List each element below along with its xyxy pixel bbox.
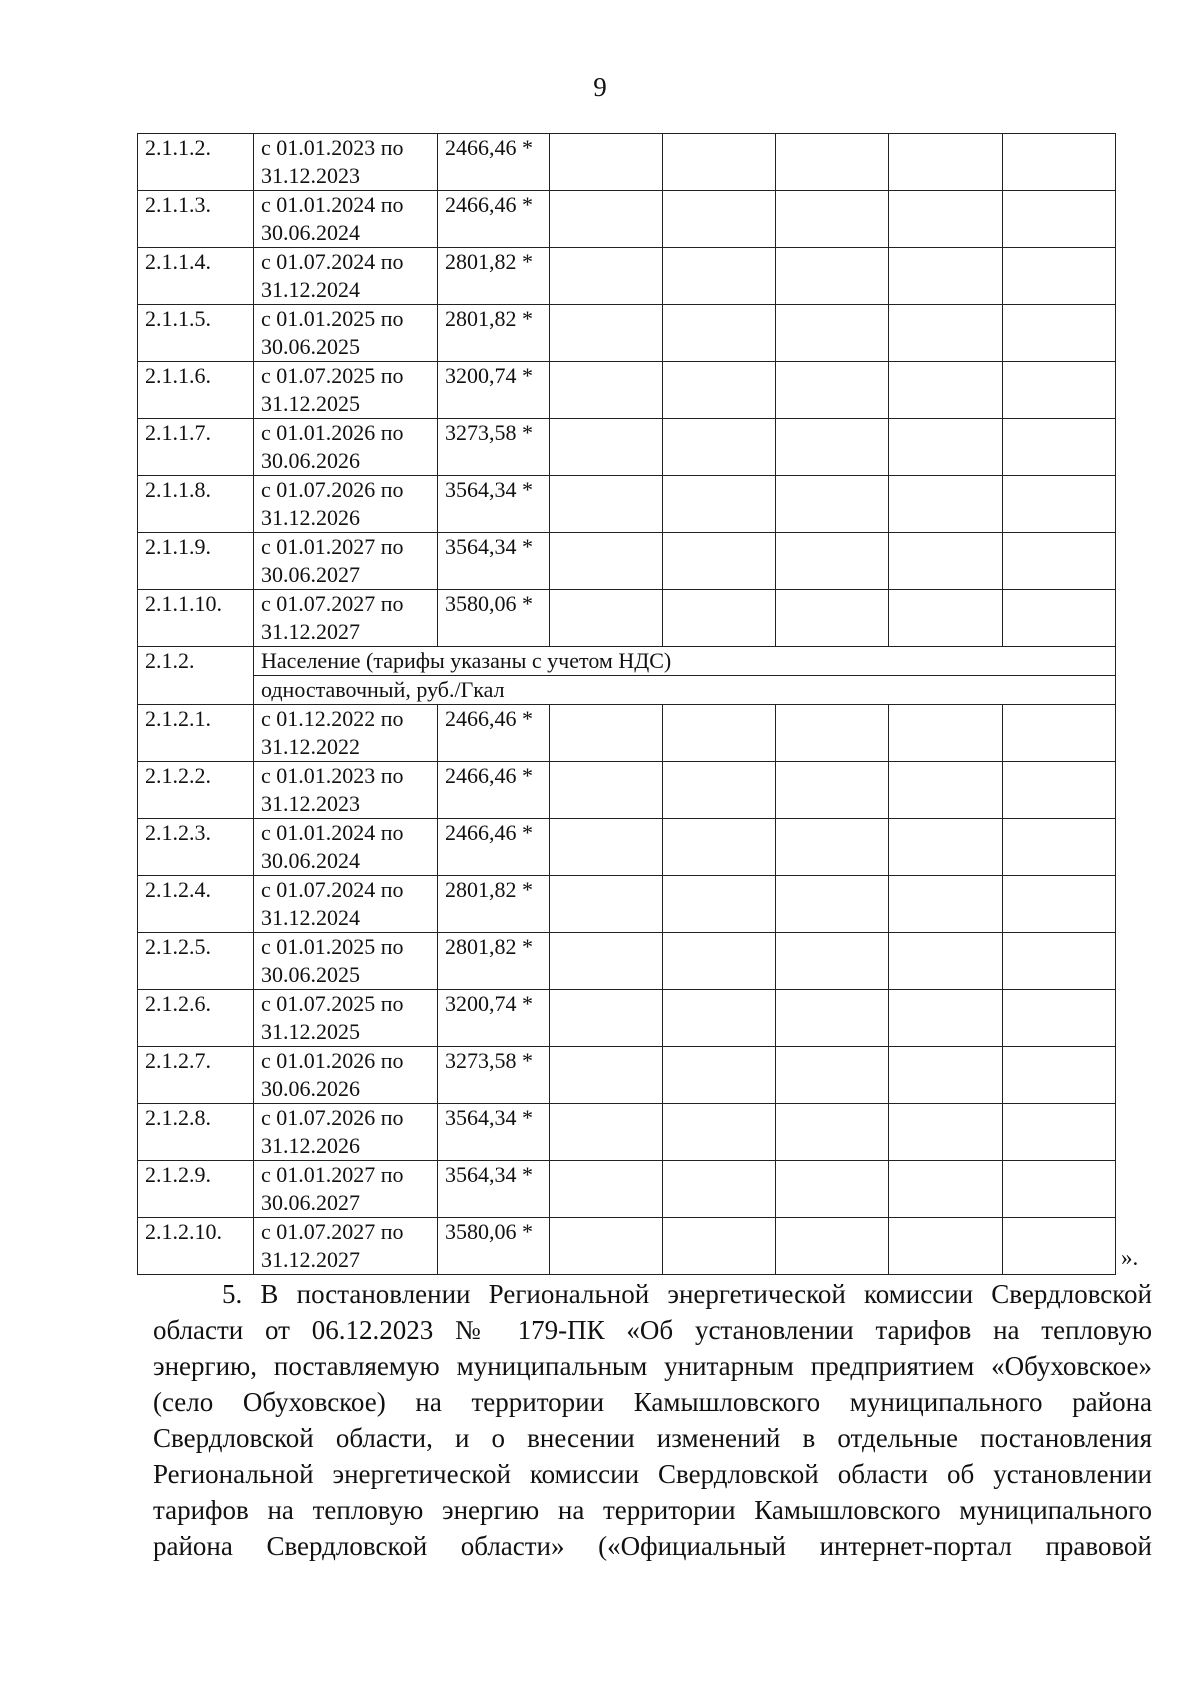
period-to: 31.12.2026 [261, 505, 360, 530]
period-from: с 01.01.2026 по [261, 1048, 404, 1073]
empty-cell [550, 419, 663, 476]
period-to: 31.12.2025 [261, 1019, 360, 1044]
period-cell [254, 305, 438, 362]
tariff-value: 3580,06 * [438, 1218, 550, 1275]
tariff-value: 3200,74 * [438, 990, 550, 1047]
period-cell [254, 419, 438, 476]
empty-cell [1003, 248, 1116, 305]
empty-cell [1003, 191, 1116, 248]
table-body-2-1-2 [138, 705, 1116, 1275]
empty-cell [663, 705, 776, 762]
period-cell [254, 590, 438, 647]
empty-cell [889, 1161, 1003, 1218]
empty-cell [663, 533, 776, 590]
empty-cell [776, 876, 889, 933]
table-row [138, 419, 1116, 476]
period-from: с 01.07.2027 по [261, 591, 404, 616]
empty-cell [550, 705, 663, 762]
empty-cell [1003, 1218, 1116, 1275]
table-body-2-1-1 [138, 134, 1116, 647]
empty-cell [550, 476, 663, 533]
row-number: 2.1.1.9. [138, 533, 254, 590]
empty-cell [776, 419, 889, 476]
table-row [138, 1047, 1116, 1104]
period-from: с 01.01.2024 по [261, 820, 404, 845]
empty-cell [776, 248, 889, 305]
empty-cell [889, 1047, 1003, 1104]
empty-cell [663, 819, 776, 876]
empty-cell [776, 1161, 889, 1218]
empty-cell [1003, 876, 1116, 933]
section-subtitle-row [138, 676, 1116, 705]
period-cell [254, 476, 438, 533]
period-to: 30.06.2025 [261, 962, 360, 987]
row-number: 2.1.2.2. [138, 762, 254, 819]
empty-cell [889, 705, 1003, 762]
paragraph-line: области от 06.12.2023 № 179-ПК «Об установлении тарифов на тепловую [153, 1315, 1152, 1345]
row-number: 2.1.1.6. [138, 362, 254, 419]
paragraph-line: энергию, поставляемую муниципальным унитарным предприятием «Обуховское» [153, 1351, 1152, 1381]
empty-cell [1003, 590, 1116, 647]
period-to: 31.12.2023 [261, 791, 360, 816]
tariff-value: 3273,58 * [438, 419, 550, 476]
table-row [138, 933, 1116, 990]
period-cell [254, 1104, 438, 1161]
period-from: с 01.01.2023 по [261, 763, 404, 788]
empty-cell [889, 191, 1003, 248]
empty-cell [663, 476, 776, 533]
tariff-value: 2466,46 * [438, 134, 550, 191]
empty-cell [550, 134, 663, 191]
table-row [138, 134, 1116, 191]
period-from: с 01.07.2025 по [261, 363, 404, 388]
empty-cell [1003, 705, 1116, 762]
period-from: с 01.01.2023 по [261, 135, 404, 160]
period-to: 30.06.2026 [261, 1076, 360, 1101]
empty-cell [663, 419, 776, 476]
row-number: 2.1.2.7. [138, 1047, 254, 1104]
period-cell [254, 762, 438, 819]
table-row [138, 762, 1116, 819]
empty-cell [1003, 819, 1116, 876]
empty-cell [1003, 933, 1116, 990]
period-to: 31.12.2024 [261, 905, 360, 930]
row-number: 2.1.1.3. [138, 191, 254, 248]
table-row [138, 476, 1116, 533]
empty-cell [889, 134, 1003, 191]
period-cell [254, 705, 438, 762]
period-to: 30.06.2027 [261, 562, 360, 587]
table-row [138, 248, 1116, 305]
empty-cell [550, 1218, 663, 1275]
empty-cell [776, 705, 889, 762]
tariff-value: 3564,34 * [438, 476, 550, 533]
section-title: Население (тарифы указаны с учетом НДС) [254, 647, 1116, 676]
row-number: 2.1.1.5. [138, 305, 254, 362]
empty-cell [550, 191, 663, 248]
period-from: с 01.01.2026 по [261, 420, 404, 445]
period-cell [254, 1047, 438, 1104]
empty-cell [1003, 990, 1116, 1047]
section-subtitle: одноставочный, руб./Гкал [254, 676, 1116, 705]
empty-cell [776, 476, 889, 533]
period-from: с 01.01.2027 по [261, 1162, 404, 1187]
empty-cell [550, 1047, 663, 1104]
period-cell [254, 362, 438, 419]
empty-cell [663, 191, 776, 248]
period-to: 30.06.2026 [261, 448, 360, 473]
period-from: с 01.07.2024 по [261, 877, 404, 902]
empty-cell [776, 762, 889, 819]
empty-cell [889, 590, 1003, 647]
closing-quote: ». [1121, 1245, 1139, 1270]
table-row [138, 590, 1116, 647]
empty-cell [663, 134, 776, 191]
paragraph-line: Региональной энергетической комиссии Свердловской области об установлении [153, 1459, 1152, 1489]
row-number: 2.1.2.9. [138, 1161, 254, 1218]
period-to: 30.06.2024 [261, 848, 360, 873]
empty-cell [776, 191, 889, 248]
row-number: 2.1.2.4. [138, 876, 254, 933]
period-to: 30.06.2027 [261, 1190, 360, 1215]
empty-cell [889, 305, 1003, 362]
empty-cell [663, 876, 776, 933]
period-from: с 01.07.2026 по [261, 477, 404, 502]
empty-cell [1003, 1104, 1116, 1161]
period-cell [254, 134, 438, 191]
section-header-row [138, 647, 1116, 676]
paragraph-line: 5. В постановлении Региональной энергетической комиссии Свердловской [222, 1279, 1152, 1309]
period-cell [254, 191, 438, 248]
empty-cell [889, 1218, 1003, 1275]
table-row [138, 876, 1116, 933]
empty-cell [663, 1104, 776, 1161]
period-cell [254, 1161, 438, 1218]
empty-cell [663, 305, 776, 362]
empty-cell [663, 1161, 776, 1218]
section-number: 2.1.2. [138, 647, 254, 705]
empty-cell [889, 762, 1003, 819]
row-number: 2.1.2.6. [138, 990, 254, 1047]
empty-cell [550, 362, 663, 419]
empty-cell [1003, 362, 1116, 419]
tariff-value: 2466,46 * [438, 762, 550, 819]
empty-cell [550, 590, 663, 647]
empty-cell [889, 362, 1003, 419]
empty-cell [663, 762, 776, 819]
body-paragraph [153, 1276, 1152, 1564]
empty-cell [776, 134, 889, 191]
period-from: с 01.07.2026 по [261, 1105, 404, 1130]
tariff-value: 2801,82 * [438, 876, 550, 933]
period-cell [254, 248, 438, 305]
empty-cell [1003, 305, 1116, 362]
tariff-value: 2466,46 * [438, 705, 550, 762]
empty-cell [1003, 134, 1116, 191]
empty-cell [550, 248, 663, 305]
empty-cell [1003, 533, 1116, 590]
tariff-value: 3580,06 * [438, 590, 550, 647]
tariff-value: 3273,58 * [438, 1047, 550, 1104]
empty-cell [550, 762, 663, 819]
empty-cell [776, 590, 889, 647]
empty-cell [776, 1104, 889, 1161]
empty-cell [663, 990, 776, 1047]
period-to: 31.12.2027 [261, 619, 360, 644]
empty-cell [889, 419, 1003, 476]
empty-cell [550, 533, 663, 590]
empty-cell [663, 1047, 776, 1104]
tariff-value: 3564,34 * [438, 1161, 550, 1218]
empty-cell [550, 933, 663, 990]
empty-cell [663, 590, 776, 647]
tariff-table [137, 133, 1116, 1275]
paragraph-line: района Свердловской области» («Официальный интернет-портал правовой [153, 1531, 1152, 1561]
empty-cell [889, 990, 1003, 1047]
empty-cell [776, 362, 889, 419]
row-number: 2.1.1.8. [138, 476, 254, 533]
row-number: 2.1.1.7. [138, 419, 254, 476]
tariff-value: 2801,82 * [438, 933, 550, 990]
period-cell [254, 1218, 438, 1275]
paragraph-line: тарифов на тепловую энергию на территории Камышловского муниципального [153, 1495, 1152, 1525]
tariff-value: 2466,46 * [438, 191, 550, 248]
empty-cell [550, 1104, 663, 1161]
empty-cell [1003, 762, 1116, 819]
table-row [138, 1218, 1116, 1275]
table-row [138, 305, 1116, 362]
empty-cell [889, 476, 1003, 533]
period-to: 31.12.2023 [261, 163, 360, 188]
empty-cell [550, 819, 663, 876]
period-from: с 01.01.2025 по [261, 306, 404, 331]
table-row [138, 705, 1116, 762]
tariff-value: 2801,82 * [438, 305, 550, 362]
page-number: 9 [593, 72, 607, 102]
period-cell [254, 819, 438, 876]
empty-cell [663, 248, 776, 305]
paragraph-line: (село Обуховское) на территории Камышловского муниципального района [153, 1387, 1152, 1417]
empty-cell [550, 990, 663, 1047]
row-number: 2.1.2.8. [138, 1104, 254, 1161]
row-number: 2.1.2.1. [138, 705, 254, 762]
period-from: с 01.01.2024 по [261, 192, 404, 217]
empty-cell [889, 533, 1003, 590]
period-from: с 01.07.2025 по [261, 991, 404, 1016]
section-2-1-2 [138, 647, 1116, 705]
period-to: 31.12.2022 [261, 734, 360, 759]
tariff-value: 2801,82 * [438, 248, 550, 305]
period-cell [254, 990, 438, 1047]
period-cell [254, 876, 438, 933]
table-row [138, 990, 1116, 1047]
empty-cell [663, 362, 776, 419]
table-row [138, 1104, 1116, 1161]
row-number: 2.1.1.4. [138, 248, 254, 305]
empty-cell [550, 1161, 663, 1218]
empty-cell [776, 533, 889, 590]
row-number: 2.1.2.10. [138, 1218, 254, 1275]
period-cell [254, 533, 438, 590]
table-row [138, 362, 1116, 419]
period-from: с 01.01.2025 по [261, 934, 404, 959]
period-to: 31.12.2026 [261, 1133, 360, 1158]
empty-cell [776, 990, 889, 1047]
table-row [138, 1161, 1116, 1218]
table-row [138, 533, 1116, 590]
tariff-value: 3564,34 * [438, 1104, 550, 1161]
period-from: с 01.12.2022 по [261, 706, 404, 731]
empty-cell [889, 1104, 1003, 1161]
empty-cell [889, 876, 1003, 933]
row-number: 2.1.1.10. [138, 590, 254, 647]
empty-cell [663, 933, 776, 990]
empty-cell [776, 933, 889, 990]
empty-cell [1003, 419, 1116, 476]
tariff-value: 2466,46 * [438, 819, 550, 876]
period-to: 30.06.2024 [261, 220, 360, 245]
empty-cell [663, 1218, 776, 1275]
period-to: 30.06.2025 [261, 334, 360, 359]
period-from: с 01.07.2024 по [261, 249, 404, 274]
empty-cell [1003, 1047, 1116, 1104]
empty-cell [1003, 476, 1116, 533]
period-from: с 01.01.2027 по [261, 534, 404, 559]
row-number: 2.1.1.2. [138, 134, 254, 191]
empty-cell [1003, 1161, 1116, 1218]
empty-cell [550, 305, 663, 362]
table-row [138, 819, 1116, 876]
period-from: с 01.07.2027 по [261, 1219, 404, 1244]
empty-cell [776, 305, 889, 362]
empty-cell [889, 933, 1003, 990]
row-number: 2.1.2.3. [138, 819, 254, 876]
empty-cell [776, 819, 889, 876]
empty-cell [550, 876, 663, 933]
tariff-value: 3200,74 * [438, 362, 550, 419]
empty-cell [889, 819, 1003, 876]
period-to: 31.12.2025 [261, 391, 360, 416]
row-number: 2.1.2.5. [138, 933, 254, 990]
period-to: 31.12.2027 [261, 1247, 360, 1272]
tariff-value: 3564,34 * [438, 533, 550, 590]
empty-cell [776, 1218, 889, 1275]
table-row [138, 191, 1116, 248]
empty-cell [776, 1047, 889, 1104]
paragraph-line: Свердловской области, и о внесении изменений в отдельные постановления [153, 1423, 1152, 1453]
period-cell [254, 933, 438, 990]
period-to: 31.12.2024 [261, 277, 360, 302]
empty-cell [889, 248, 1003, 305]
